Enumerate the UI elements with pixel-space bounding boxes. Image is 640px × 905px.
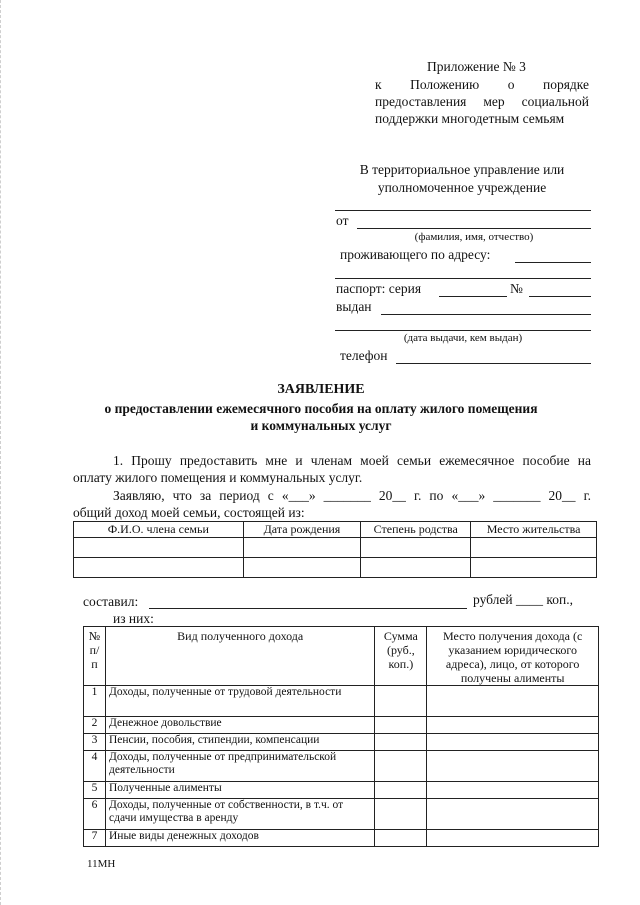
addressee-underline[interactable] <box>335 210 591 211</box>
income-row-num: 1 <box>84 686 106 717</box>
income-place-cell[interactable] <box>427 782 599 799</box>
income-row-label: Доходы, полученные от собственности, в т.ч. от сдачи имущества в аренду <box>105 799 374 830</box>
income-place-cell[interactable] <box>427 751 599 782</box>
paragraph-2-line-1: Заявляю, что за период с «___» _______ 20__ г. по «___» _______ 20__ г. <box>113 488 591 503</box>
income-row-label: Полученные алименты <box>105 782 374 799</box>
income-row-label: Денежное довольствие <box>105 717 374 734</box>
income-row-1 <box>84 686 599 717</box>
income-row-7 <box>84 830 599 847</box>
annex-line-1: к Положению о порядке <box>375 77 589 92</box>
income-table <box>83 626 599 847</box>
income-col-kind: Вид полученного дохода <box>105 627 374 686</box>
issued-field[interactable] <box>381 314 591 315</box>
family-col-name: Ф.И.О. члена семьи <box>74 522 244 538</box>
passport-number-label: № <box>510 281 523 296</box>
family-table-row <box>74 558 597 578</box>
income-row-num: 7 <box>84 830 106 847</box>
income-made-label: составил: <box>83 594 139 609</box>
passport-series-label: паспорт: серия <box>336 281 422 296</box>
income-col-num: № п/п <box>84 627 106 686</box>
income-row-label: Доходы, полученные от предпринимательской деятельности <box>105 751 374 782</box>
family-col-residence: Место жительства <box>471 522 597 538</box>
phone-field[interactable] <box>396 363 591 364</box>
income-row-label: Доходы, полученные от трудовой деятельности <box>105 686 374 717</box>
from-label: от <box>336 213 349 228</box>
issued-label: выдан <box>336 299 372 314</box>
family-table-header <box>74 522 597 538</box>
family-cell[interactable] <box>243 558 361 578</box>
income-row-num: 3 <box>84 734 106 751</box>
family-table <box>73 521 597 578</box>
income-row-label: Пенсии, пособия, стипендии, компенсации <box>105 734 374 751</box>
annex-number: Приложение № 3 <box>427 59 526 74</box>
addressee-line-1: В территориальное управление или <box>359 162 565 177</box>
income-col-place: Место получения дохода (с указанием юридического адреса), лицо, от которого получены алименты <box>427 627 599 686</box>
income-total-field[interactable] <box>149 608 467 609</box>
paragraph-1-line-2: оплату жилого помещения и коммунальных услуг. <box>73 470 363 485</box>
family-cell[interactable] <box>74 538 244 558</box>
family-cell[interactable] <box>361 538 471 558</box>
family-cell[interactable] <box>471 558 597 578</box>
address-field-2[interactable] <box>335 278 591 279</box>
family-cell[interactable] <box>471 538 597 558</box>
passport-series-field[interactable] <box>439 296 507 297</box>
income-row-6 <box>84 799 599 830</box>
phone-label: телефон <box>340 348 388 363</box>
annex-line-2: предоставления мер социальной <box>375 94 589 109</box>
address-field[interactable] <box>515 262 591 263</box>
family-table-row <box>74 538 597 558</box>
income-row-num: 6 <box>84 799 106 830</box>
issued-caption: (дата выдачи, кем выдан) <box>403 332 523 344</box>
income-place-cell[interactable] <box>427 717 599 734</box>
paragraph-1-line-1: 1. Прошу предоставить мне и членам моей семьи ежемесячное пособие на <box>113 453 591 468</box>
family-cell[interactable] <box>74 558 244 578</box>
income-row-label: Иные виды денежных доходов <box>105 830 374 847</box>
from-field[interactable] <box>357 228 591 229</box>
addressee-line-2: уполномоченное учреждение <box>377 180 547 195</box>
income-place-cell[interactable] <box>427 799 599 830</box>
income-sum-cell[interactable] <box>375 686 427 717</box>
issued-field-2[interactable] <box>335 330 591 331</box>
income-place-cell[interactable] <box>427 686 599 717</box>
family-col-relation: Степень родства <box>361 522 471 538</box>
income-col-sum: Сумма (руб., коп.) <box>375 627 427 686</box>
document-subtitle-2: и коммунальных услуг <box>250 418 392 433</box>
income-row-num: 5 <box>84 782 106 799</box>
family-cell[interactable] <box>243 538 361 558</box>
address-label: проживающего по адресу: <box>340 247 491 262</box>
income-row-num: 2 <box>84 717 106 734</box>
annex-line-3: поддержки многодетным семьям <box>375 111 565 126</box>
family-cell[interactable] <box>361 558 471 578</box>
income-row-3 <box>84 734 599 751</box>
income-rub-label: рублей ____ коп., <box>473 592 573 607</box>
income-table-header <box>84 627 599 686</box>
income-row-2 <box>84 717 599 734</box>
income-row-5 <box>84 782 599 799</box>
document-title: ЗАЯВЛЕНИЕ <box>277 382 365 397</box>
income-sum-cell[interactable] <box>375 734 427 751</box>
income-sum-cell[interactable] <box>375 751 427 782</box>
passport-number-field[interactable] <box>529 296 591 297</box>
document-subtitle-1: о предоставлении ежемесячного пособия на оплату жилого помещения <box>104 401 538 416</box>
income-of-them: из них: <box>113 611 154 626</box>
income-row-num: 4 <box>84 751 106 782</box>
income-sum-cell[interactable] <box>375 717 427 734</box>
income-sum-cell[interactable] <box>375 830 427 847</box>
income-place-cell[interactable] <box>427 830 599 847</box>
paragraph-2-line-2: общий доход моей семьи, состоящей из: <box>73 505 305 520</box>
income-place-cell[interactable] <box>427 734 599 751</box>
family-col-birth: Дата рождения <box>243 522 361 538</box>
income-sum-cell[interactable] <box>375 799 427 830</box>
footer-code: 11МН <box>87 858 116 870</box>
income-sum-cell[interactable] <box>375 782 427 799</box>
income-row-4 <box>84 751 599 782</box>
from-caption: (фамилия, имя, отчество) <box>414 231 534 243</box>
